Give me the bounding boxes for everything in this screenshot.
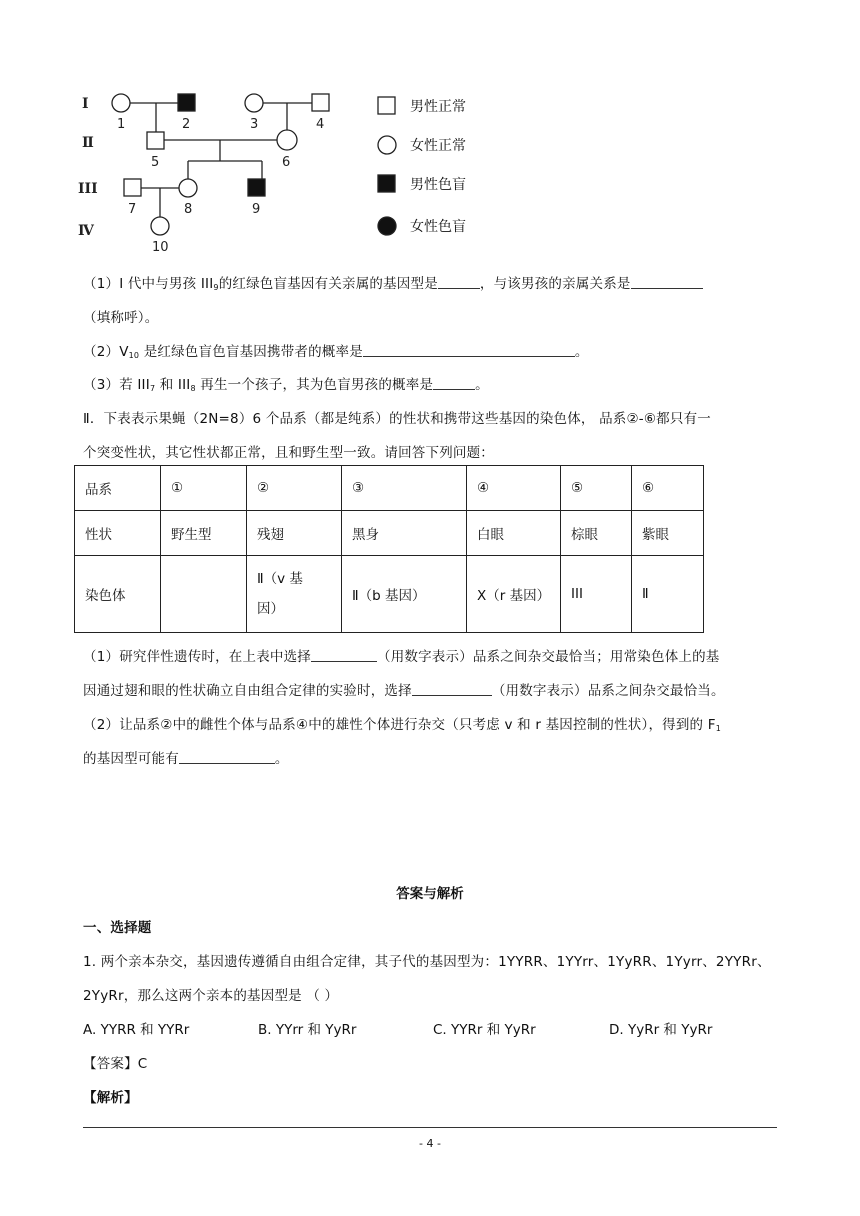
table-cell: ③ (342, 466, 467, 511)
answer-blank (631, 276, 703, 289)
individual-number: 2 (182, 117, 191, 132)
generation-label-3: III (78, 181, 98, 197)
table-cell: Ⅱ（v 基 因） (247, 556, 342, 633)
pedigree-chart (70, 85, 490, 255)
individual-1-female-normal (112, 94, 130, 112)
table-cell: 紫眼 (632, 511, 704, 556)
option-b: B. YYrr 和 YyRr (258, 1022, 357, 1038)
table-cell: Ⅱ（b 基因） (342, 556, 467, 633)
legend-male-colorblind-label: 男性色盲 (410, 177, 466, 193)
generation-label-4: Ⅳ (78, 223, 94, 239)
individual-number: 5 (151, 155, 160, 170)
question-3: （3）若 $III_7$ 和 $III_8$ 再生一个孩子，其为色盲男孩的概率是 。 (83, 377, 489, 393)
footer-divider (83, 1127, 777, 1128)
individual-5-male-normal (147, 132, 164, 149)
question-1-stem-line-1: 1. 两个亲本杂交，基因遗传遵循自由组合定律，其子代的基因型为：1YYRR、1YYrr、1YyRR、1Yyrr、2YYRr、 (83, 954, 771, 970)
question-1-line-2: （填称呼）。 (83, 310, 159, 326)
legend-male-normal-label: 男性正常 (410, 99, 466, 115)
generation-label-2: Ⅱ (82, 135, 94, 151)
answer-blank (438, 276, 480, 289)
table-cell: ② (247, 466, 342, 511)
legend (378, 97, 396, 235)
individual-number: 6 (282, 155, 291, 170)
table-cell: X（r 基因） (467, 556, 561, 633)
section-heading: 一、选择题 (83, 920, 152, 936)
question-1-stem-line-2: 2YyRr，那么这两个亲本的基因型是 （ ） (83, 988, 339, 1004)
legend-male-colorblind-icon (378, 175, 395, 192)
table-cell: 棕眼 (561, 511, 632, 556)
table-cell: ⑤ (561, 466, 632, 511)
strain-table (74, 465, 704, 633)
row-header: 染色体 (75, 556, 161, 633)
option-c: C. YYRr 和 YyRr (433, 1022, 536, 1038)
page-number: - 4 - (419, 1137, 441, 1150)
answer-blank (179, 751, 275, 764)
generation-label-1: I (82, 96, 89, 112)
legend-female-normal-label: 女性正常 (410, 138, 466, 154)
table-cell: ① (161, 466, 247, 511)
answer-blank (363, 344, 575, 357)
question-2: $(2)V_{10}$ 是红绿色盲色盲基因携带者的概率是 。 (83, 344, 589, 360)
individual-2-male-colorblind (178, 94, 195, 111)
option-a: A. YYRR 和 YYRr (83, 1022, 190, 1038)
individual-7-male-normal (124, 179, 141, 196)
table-row-strain (75, 466, 704, 511)
individual-number: 3 (250, 117, 259, 132)
table-cell: 残翅 (247, 511, 342, 556)
individual-4-male-normal (312, 94, 329, 111)
individual-3-female-normal (245, 94, 263, 112)
individual-number: 7 (128, 202, 137, 217)
legend-female-colorblind-icon (378, 217, 396, 235)
analysis-label: 【解析】 (83, 1090, 138, 1106)
legend-male-normal-icon (378, 97, 395, 114)
individual-number: 1 (117, 117, 126, 132)
individual-6-female-normal (277, 130, 297, 150)
answer-label: 【答案】C (83, 1056, 148, 1072)
legend-female-colorblind-label: 女性色盲 (410, 219, 466, 235)
individual-10-female-normal (151, 217, 169, 235)
answers-title: 答案与解析 (396, 886, 464, 902)
option-d: D. YyRr 和 YyRr (609, 1022, 713, 1038)
individual-number: 10 (152, 240, 169, 255)
individual-number: 9 (252, 202, 261, 217)
row-header: 品系 (75, 466, 161, 511)
row-header: 性状 (75, 511, 161, 556)
table-cell: III (561, 556, 632, 633)
individual-9-male-colorblind (248, 179, 265, 196)
individual-number: 8 (184, 202, 193, 217)
table-cell (161, 556, 247, 633)
table-row-chromosome (75, 556, 704, 633)
legend-female-normal-icon (378, 136, 396, 154)
table-cell: ④ (467, 466, 561, 511)
answer-blank (433, 377, 475, 390)
answer-blank (412, 683, 492, 696)
part2-question-1-line-1: （1）研究伴性遗传时，在上表中选择 （用数字表示）品系之间杂交最恰当；用常染色体上的基 (83, 649, 720, 665)
part2-question-2-line-1: （2）让品系②中的雌性个体与品系④中的雄性个体进行杂交（只考虑 v 和 r 基因控制的性状），得到的 $F_1$ (83, 717, 722, 733)
answer-blank (311, 649, 377, 662)
individual-number: 4 (316, 117, 325, 132)
table-cell: ⑥ (632, 466, 704, 511)
table-cell: 白眼 (467, 511, 561, 556)
part2-question-2-line-2: 的基因型可能有 。 (83, 751, 289, 767)
part2-question-1-line-2: 因通过翅和眼的性状确立自由组合定律的实验时，选择 （用数字表示）品系之间杂交最恰当。 (83, 683, 725, 699)
table-cell: 黑身 (342, 511, 467, 556)
table-cell: 野生型 (161, 511, 247, 556)
table-cell: Ⅱ (632, 556, 704, 633)
part2-intro-line-1: Ⅱ．下表表示果蝇（2N=8）6 个品系（都是纯系）的性状和携带这些基因的染色体， 品系②-⑥都只有一 (83, 411, 711, 427)
individual-8-female-normal (179, 179, 197, 197)
part2-intro-line-2: 个突变性状，其它性状都正常，且和野生型一致。请回答下列问题： (83, 445, 494, 461)
table-row-trait (75, 511, 704, 556)
question-1-line-1: （1）Ⅰ 代中与男孩 $III_9$的红绿色盲基因有关亲属的基因型是 ，与该男孩的亲属关系是 (83, 272, 703, 292)
